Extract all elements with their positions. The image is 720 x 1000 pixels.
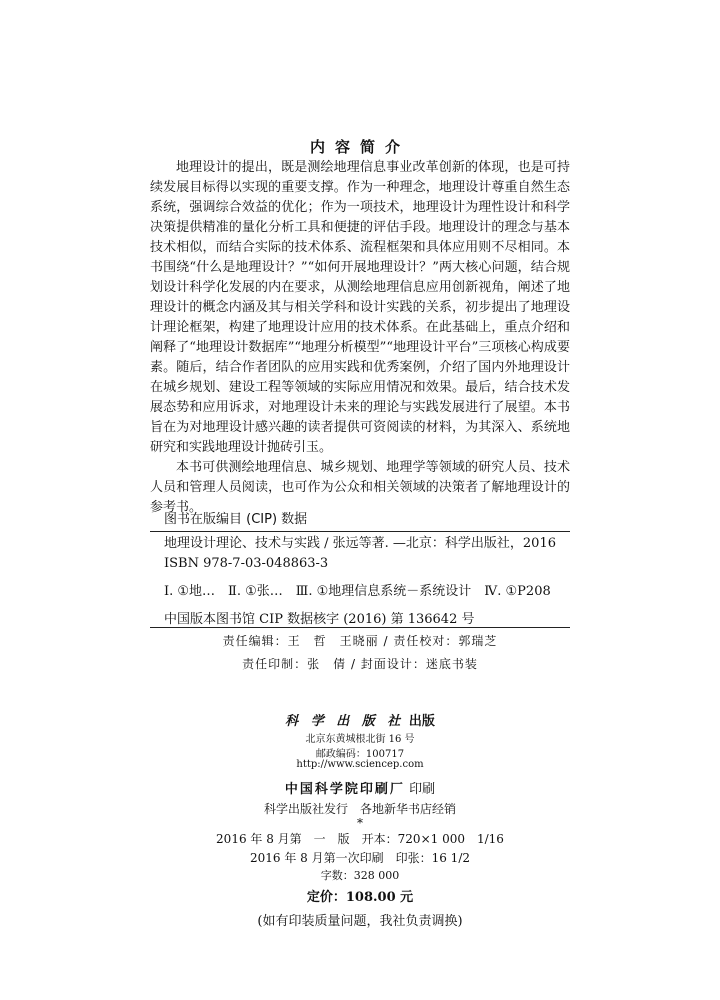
printing-line: 2016 年 8 月第一次印刷 印张：16 1/2 bbox=[249, 851, 470, 865]
publisher-url: http://www.sciencep.com bbox=[296, 759, 424, 770]
cip-title-line: 地理设计理论、技术与实践 / 张远等著. —北京：科学出版社，2016 bbox=[164, 536, 556, 551]
printer-line bbox=[0, 778, 720, 797]
edition-line: 2016 年 8 月第 一 版 开本：720×1 000 1/16 bbox=[216, 832, 504, 846]
quality-notice: (如有印装质量问题，我社负责调换) bbox=[257, 914, 463, 929]
abstract-body bbox=[150, 158, 570, 518]
editor-credits: 责任编辑：王 哲 王晓丽 / 责任校对：郭瑞芝 bbox=[222, 634, 498, 648]
distribution-line: 科学出版社发行 各地新华书店经销 bbox=[263, 802, 456, 816]
price-line bbox=[0, 886, 720, 905]
cip-bottom-rule bbox=[150, 627, 570, 628]
printer-name: 中国科学院印刷厂 bbox=[284, 782, 405, 797]
word-count: 字数：328 000 bbox=[320, 869, 400, 882]
cip-heading: 图书在版编目 (CIP) 数据 bbox=[150, 508, 570, 532]
abstract-paragraph: 地理设计的提出，既是测绘地理信息事业改革创新的体现，也是可持续发展目标得以实现的重要支撑。作为一种理念，地理设计尊重自然生态系统，强调综合效益的优化；作为一项技术，地理设计为理性设计和科学决策提供精准的量化分析工具和便捷的评估手段。地理设计的理念与基本技术相似，而结合实际的技术体系、流程框架和具体应用则不尽相同。本书围绕“什么是地理设计？”“如何开展地理设计？”两大核心问题，结合规划设计科学化发展的内在要求，从测绘地理信息应用创新视角，阐述了地理设计的概念内涵及其与相关学科和设计实践的关系，初步提出了地理设计理论框架，构建了地理设计应用的技术体系。在此基础上，重点介绍和阐释了“地理设计数据库”“地理分析模型”“地理设计平台”三项核心构成要素。随后，结合作者团队的应用实践和优秀案例，介绍了国内外地理设计在城乡规划、建设工程等领域的实际应用情况和效果。最后，结合技术发展态势和应用诉求，对地理设计未来的理论与实践发展进行了展望。本书旨在为对地理设计感兴趣的读者提供可资阅读的材料，为其深入、系统地研究和实践地理设计抛砖引玉。 bbox=[150, 160, 570, 455]
separator-star: * bbox=[357, 816, 363, 830]
publisher-name: 科 学 出 版 社 bbox=[285, 714, 405, 729]
production-credits: 责任印制：张 倩 / 封面设计：迷底书装 bbox=[242, 657, 478, 671]
price-label: 定价： bbox=[306, 890, 346, 905]
publisher-line bbox=[0, 710, 720, 729]
cip-isbn-line: ISBN 978-7-03-048863-3 bbox=[164, 556, 329, 571]
cip-catalog-line: 中国版本图书馆 CIP 数据核字 (2016) 第 136642 号 bbox=[164, 612, 475, 627]
publisher-address: 北京东黄城根北街 16 号 bbox=[305, 734, 415, 745]
publisher-suffix: 出版 bbox=[408, 714, 435, 729]
publisher-postcode: 邮政编码：100717 bbox=[315, 749, 405, 760]
printer-suffix: 印刷 bbox=[409, 782, 436, 797]
cip-data-block bbox=[150, 534, 570, 630]
cip-subject-line: Ⅰ. ①地… Ⅱ. ①张… Ⅲ. ①地理信息系统－系统设计 Ⅳ. ①P208 bbox=[164, 584, 551, 599]
abstract-paragraph: 本书可供测绘地理信息、城乡规划、地理学等领域的研究人员、技术人员和管理人员阅读，也可作为公众和相关领域的决策者了解地理设计的参考书。 bbox=[150, 460, 570, 515]
abstract-title: 内容简介 bbox=[309, 138, 410, 156]
price-value: 108.00 元 bbox=[345, 890, 414, 905]
